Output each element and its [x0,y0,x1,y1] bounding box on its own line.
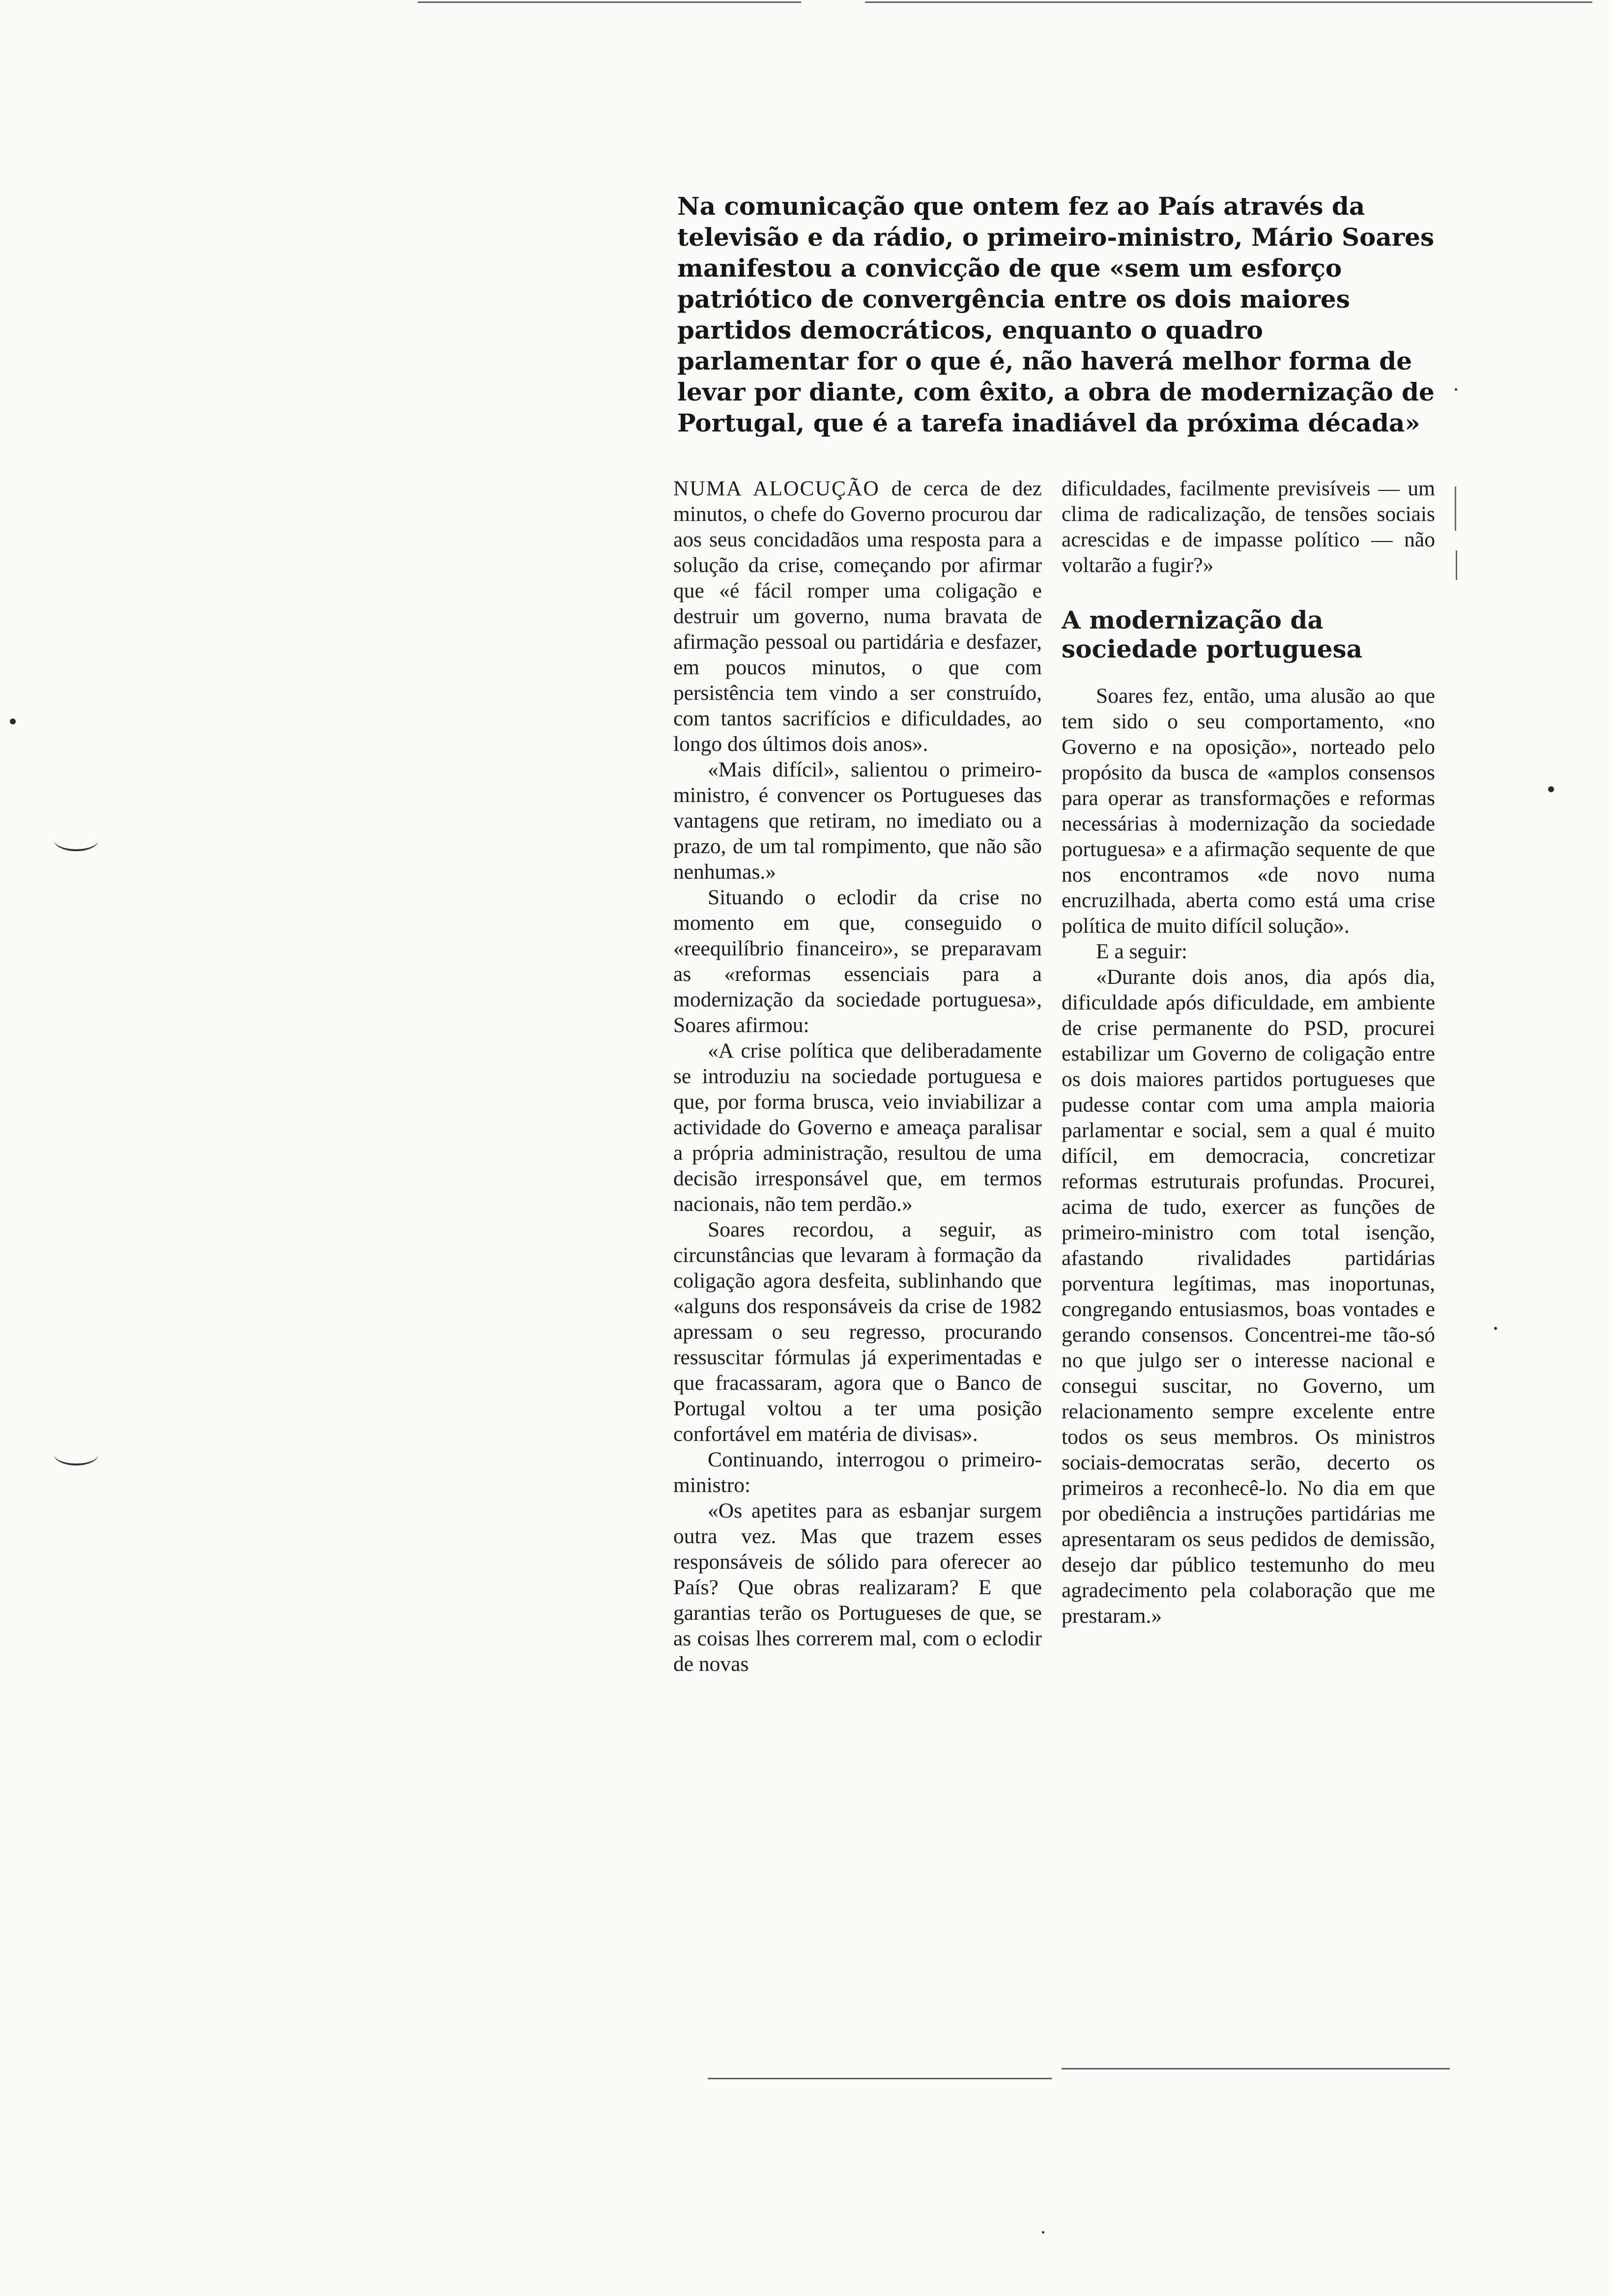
article-column-left [673,476,1042,1677]
paragraph: Situando o eclodir da crise no momento em que, conseguido o «reequilíbrio financeiro», se preparavam as «reformas essenciais para a modernização da sociedade portuguesa», Soares afirmou: [673,886,1042,1037]
paragraph: E a seguir: [1096,940,1188,963]
paragraph: «Os apetites para as esbanjar surgem outra vez. Mas que trazem esses responsáveis de sólido para oferecer ao País? Que obras realizaram? E que garantias terão os Portugueses de que, se as coisas lhes correrem mal, com o eclodir de novas [673,1499,1042,1676]
top-rule-right [865,1,1592,3]
paragraph: Soares recordou, a seguir, as circunstâncias que levaram à formação da coligação agora desfeita, sublinhando que «alguns dos responsáveis da crise de 1982 apressam o seu regresso, procurando ressuscitar fórmulas já experimentadas e que fracassaram, agora que o Banco de Portugal voltou a ter uma posição confortável em matéria de divisas». [673,1218,1042,1446]
margin-mark-lower [54,1444,98,1465]
section-heading: A modernização da sociedade portuguesa [1062,605,1363,663]
margin-mark-upper [54,830,98,851]
paragraph: «Mais difícil», salientou o primeiro-ministro, é convencer os Portugueses das vantagens que retiram, no imediato ou a prazo, de um tal rompimento, que não são nenhumas.» [673,758,1042,884]
top-rule-left [418,1,801,3]
speck [1494,1327,1497,1330]
speck [1042,2231,1044,2234]
paragraph: Continuando, interrogou o primeiro-ministro: [673,1448,1042,1497]
margin-line-right-2 [1456,550,1457,580]
speck [1455,388,1457,391]
paragraph [673,476,1042,757]
speck [10,718,16,724]
paragraph: «A crise política que deliberadamente se introduziu na sociedade portuguesa e que, por forma brusca, veio inviabilizar a actividade do Governo e ameaça paralisar a própria administração, resultou de uma decisão irresponsável que, em termos nacionais, não tem perdão.» [673,1039,1042,1216]
lead-caps: NUMA ALOCUÇÃO [673,477,880,500]
bottom-rule-left [708,2078,1052,2079]
article-column-right [1062,476,1435,1629]
paragraph-text: de cerca de dez minutos, o chefe do Governo procurou dar aos seus concidadãos uma resposta para a solução da crise, começando por afirmar que «é fácil romper uma coligação e destruir um governo, numa bravata de afirmação pessoal ou partidária e desfazer, em poucos minutos, o que com persistência tem vindo a ser construído, com tantos sacrifícios e dificuldades, ao longo dos últimos dois anos». [673,477,1042,756]
paragraph: dificuldades, facilmente previsíveis — um clima de radicalização, de tensões sociais acrescidas e de impasse político — não voltarão a fugir?» [1062,477,1435,577]
paragraph: «Durante dois anos, dia após dia, dificuldade após dificuldade, em ambiente de crise permanente do PSD, procurei estabilizar um Governo de coligação entre os dois maiores partidos portugueses que pudesse contar com uma ampla maioria parlamentar e social, sem a qual é muito difícil, em democracia, concretizar reformas estruturais profundas. Procurei, acima de tudo, exercer as funções de primeiro-ministro com total isenção, afastando rivalidades partidárias porventura legítimas, mas inoportunas, congregando entusiasmos, boas vontades e gerando consensos. Concentrei-me tão-só no que julgo ser o interesse nacional e consegui suscitar, no Governo, um relacionamento sempre excelente entre todos os seus membros. Os ministros sociais-democratas serão, decerto os primeiros a reconhecê-lo. No dia em que por obediência a instruções partidárias me apresentaram os seus pedidos de demissão, desejo dar público testemunho do meu agradecimento pela colaboração que me prestaram.» [1062,965,1435,1628]
article-lede: Na comunicação que ontem fez ao País através da televisão e da rádio, o primeiro-ministro, Mário Soares manifestou a convicção de que «sem um esforço patriótico de convergência entre os dois maiores partidos democráticos, enquanto o quadro parlamentar for o que é, não haverá melhor forma de levar por diante, com êxito, a obra de modernização de Portugal, que é a tarefa inadiável da próxima década» [677,192,1435,437]
speck [1548,786,1554,792]
margin-line-right [1455,487,1456,531]
bottom-rule-right [1062,2068,1450,2069]
paragraph: Soares fez, então, uma alusão ao que tem sido o seu comportamento, «no Governo e na oposição», norteado pelo propósito da busca de «amplos consensos para operar as transformações e reformas necessárias à modernização da sociedade portuguesa» e a afirmação sequente de que nos encontramos «de novo numa encruzilhada, aberta como está uma crise política de muito difícil solução». [1062,684,1435,938]
